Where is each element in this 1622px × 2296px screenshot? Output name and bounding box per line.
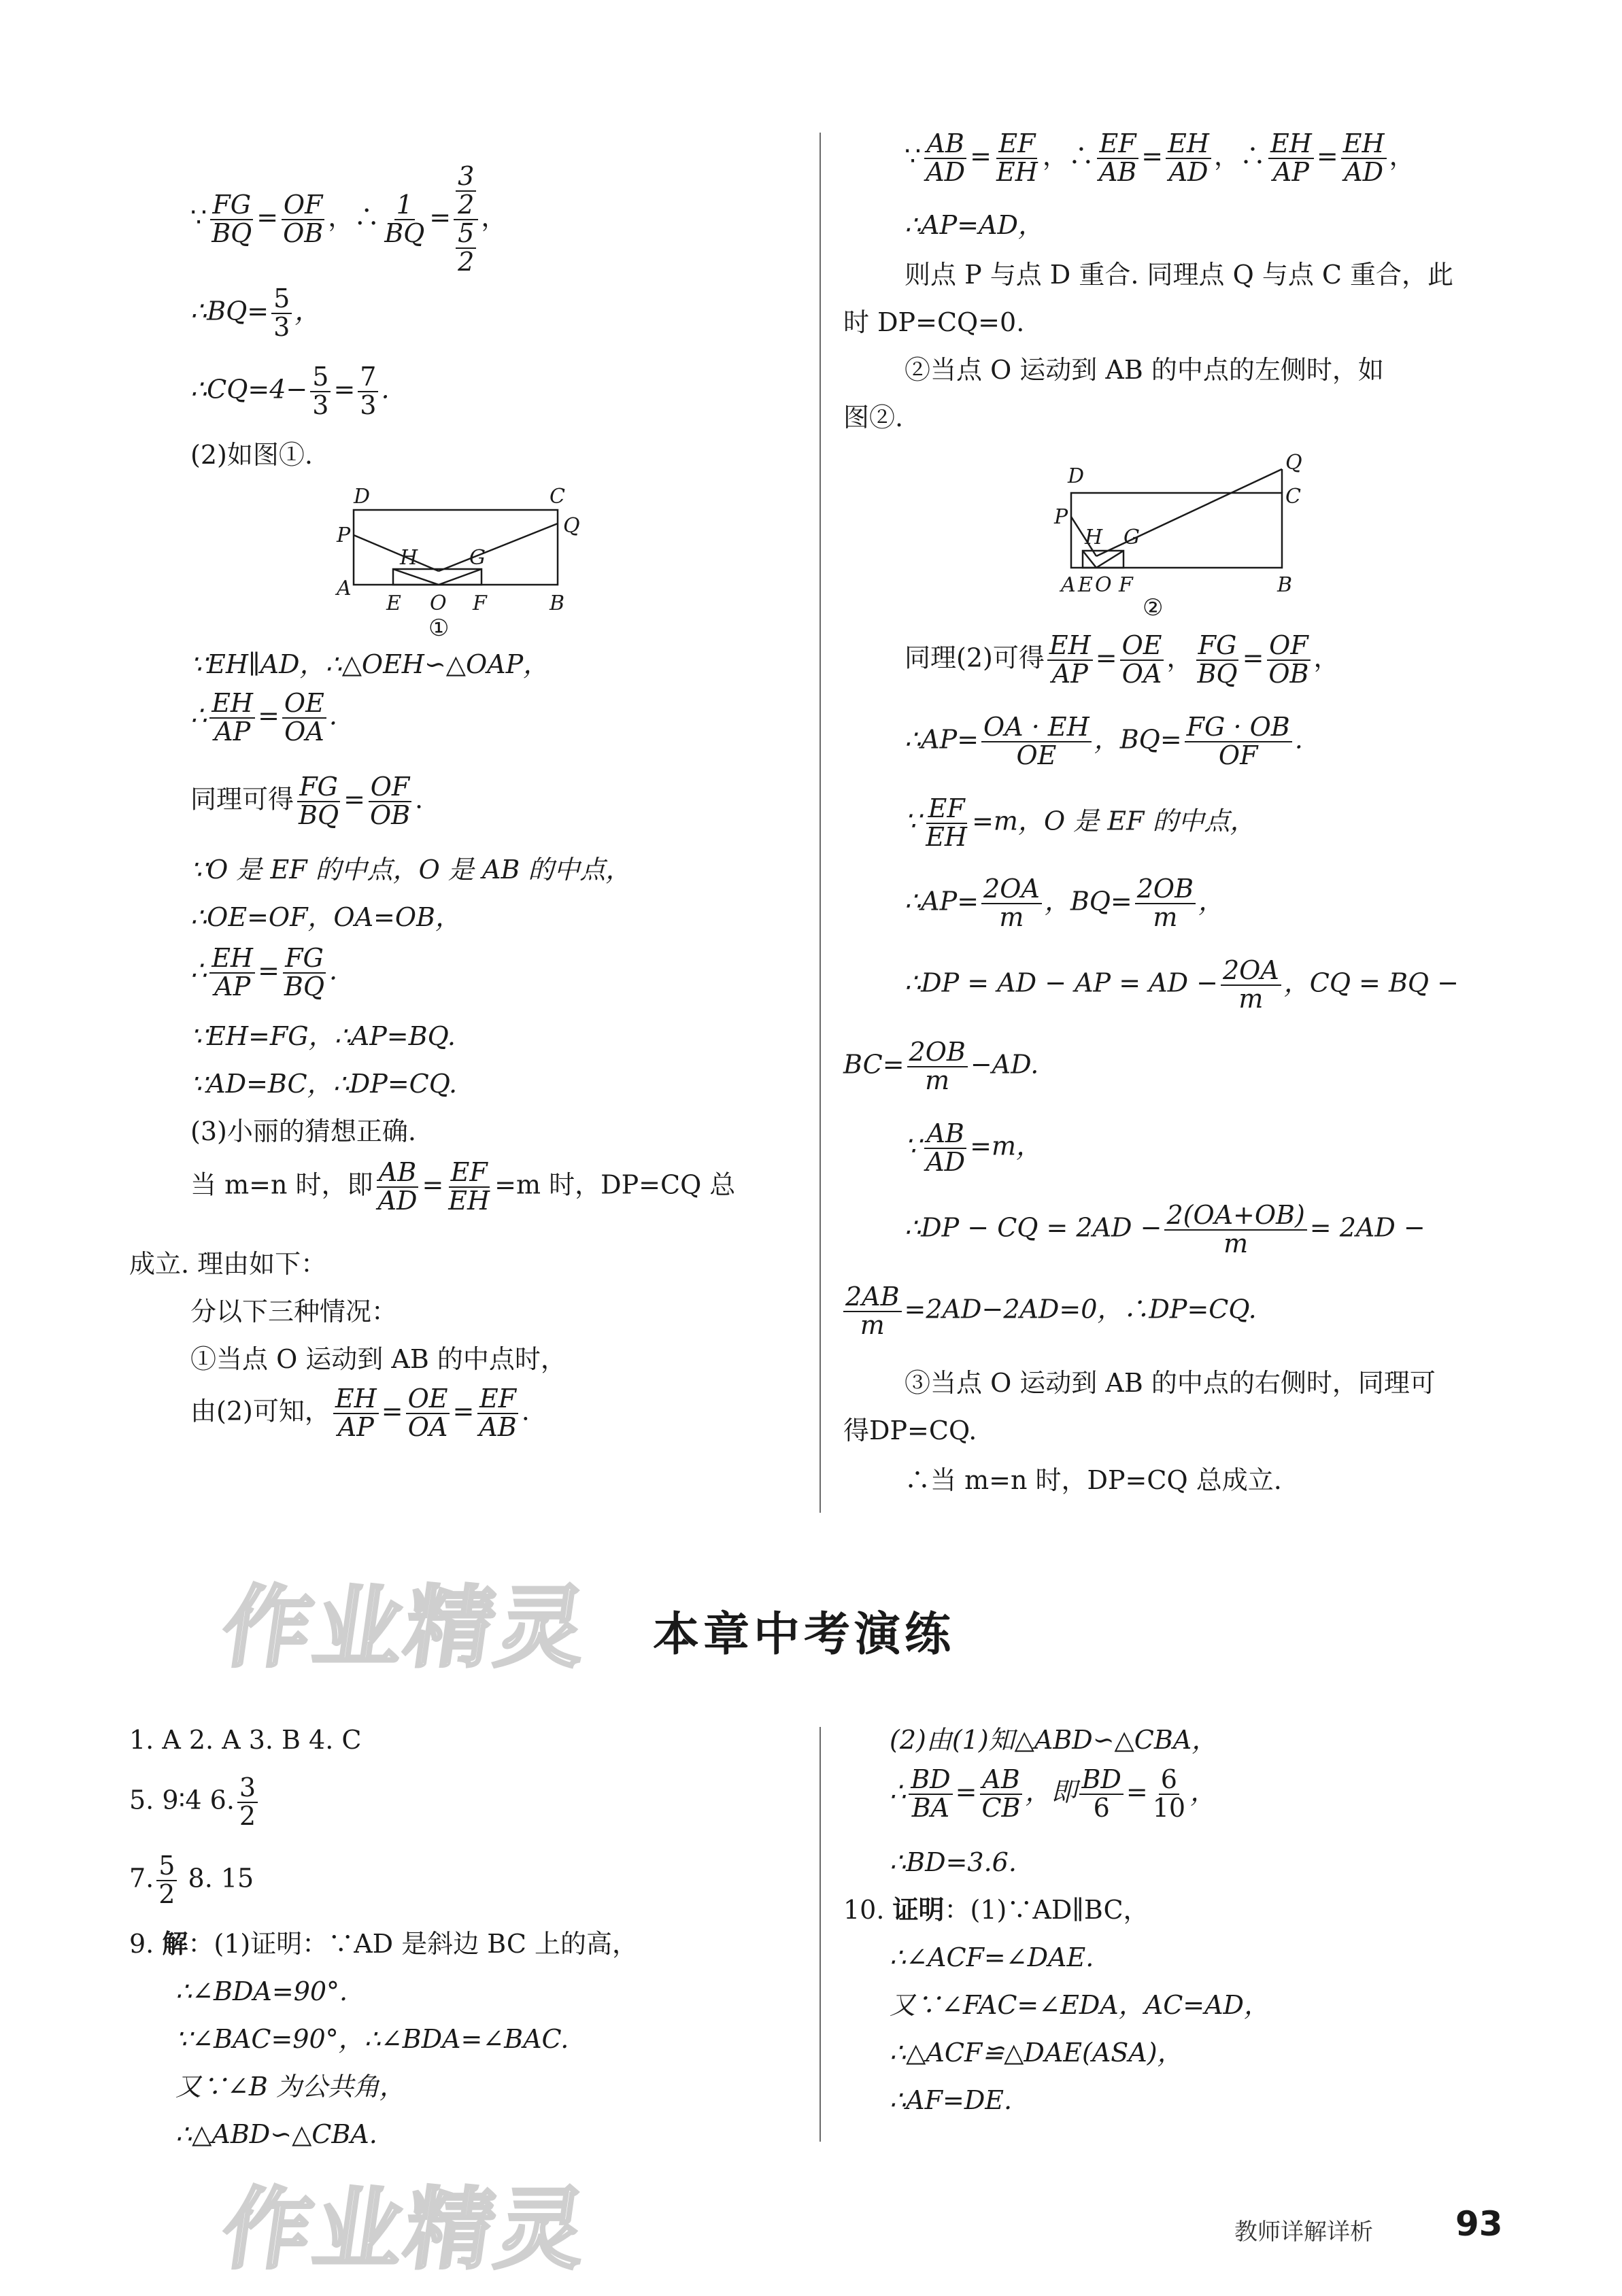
answer-10-step4: ∴AF=DE. bbox=[890, 2085, 1013, 2115]
case-2-cont: 图②. bbox=[843, 402, 904, 432]
fraction: $\frac{FG}{BQ}$ bbox=[212, 189, 252, 248]
label-B: B bbox=[550, 592, 565, 615]
step-eh-fg: ∴ $\frac{EH}{AP}$ = $\frac{FG}{BQ}$ . bbox=[190, 943, 338, 1001]
answers-5-6: 5. 9∶4 6. $\frac{3}{2}$ bbox=[129, 1775, 260, 1830]
step-ab-ad-m: ∵ $\frac{AB}{AD}$ =m， bbox=[905, 1118, 1042, 1177]
step-midpoints: ∵O 是 EF 的中点，O 是 AB 的中点， bbox=[190, 855, 632, 885]
answer-10-step1: ∴∠ACF=∠DAE. bbox=[890, 1942, 1094, 1972]
step-condition: 当 m=n 时，即 $\frac{AB}{AD}$ = $\frac{EF}{EH}$ =m 时，DP=CQ 总 bbox=[190, 1157, 736, 1216]
step-cq-value: ∴CQ=4− $\frac{5}{3}$ = $\frac{7}{3}$ . bbox=[190, 362, 390, 420]
watermark-top: 作业精灵 bbox=[216, 1576, 596, 1679]
label-D: D bbox=[354, 486, 371, 509]
conclusion: ∴当 m=n 时，DP=CQ 总成立. bbox=[905, 1465, 1282, 1495]
section-title: 本章中考演练 bbox=[653, 1608, 956, 1662]
label-C: C bbox=[550, 486, 565, 509]
case-3: ③当点 O 运动到 AB 的中点的右侧时，同理可 bbox=[905, 1368, 1436, 1398]
page-number: 93 bbox=[1455, 2204, 1503, 2244]
label-P: P bbox=[337, 524, 351, 547]
answer-9-step2: ∵∠BAC=90°，∴∠BDA=∠BAC. bbox=[175, 2024, 569, 2054]
step-similarly: 同理可得 $\frac{FG}{BQ}$ = $\frac{OF}{OB}$ . bbox=[190, 772, 424, 830]
step-reason: 成立. 理由如下： bbox=[129, 1249, 327, 1279]
answer-9-heading: 9. 解：(1)证明：∵AD 是斜边 BC 上的高， bbox=[129, 1929, 639, 1959]
step-ef-eh-m: ∵ $\frac{EF}{EH}$ =m，O 是 EF 的中点， bbox=[905, 793, 1256, 852]
step-coincide: 则点 P 与点 D 重合. 同理点 Q 与点 C 重合，此 bbox=[905, 260, 1454, 290]
step-ap-2oa: ∴AP= $\frac{2OA}{m}$ ，BQ= $\frac{2OB}{m}$ ， bbox=[905, 874, 1225, 932]
answer-9-ratio: ∴ $\frac{BD}{BA}$ = $\frac{AB}{CB}$ ，即 $\frac{BD}{6}$ = $\frac{6}{10}$ ， bbox=[890, 1764, 1217, 1823]
label-P: P bbox=[1054, 505, 1068, 529]
step-bc-expr: BC= $\frac{2OB}{m}$ −AD. bbox=[843, 1037, 1039, 1095]
answer-10-step2: 又∵∠FAC=∠EDA，AC=AD， bbox=[890, 1990, 1270, 2020]
answers-7-8: 7. $\frac{5}{2}$ 8. 15 bbox=[129, 1851, 254, 1909]
complex-fraction: $\frac{\frac{3}{2}}{\frac{5}{2}}$ bbox=[454, 163, 478, 276]
step-similar-2: 同理(2)可得 $\frac{EH}{AP}$ = $\frac{OE}{OA}$ ， $\frac{FG}{BQ}$ = $\frac{OF}{OB}$ ， bbox=[905, 630, 1340, 689]
answer-9-step1: ∴∠BDA=90°. bbox=[175, 1976, 348, 2006]
label-D: D bbox=[1068, 464, 1085, 488]
part2-heading: (2)如图①. bbox=[190, 440, 313, 470]
step-dp-cq: ∵AD=BC，∴DP=CQ. bbox=[190, 1069, 458, 1099]
label-A: A bbox=[1061, 573, 1076, 597]
answer-9-step3: 又∵∠B 为公共角， bbox=[175, 2072, 405, 2102]
step-ratio-chain: ∵ $\frac{AB}{AD}$ = $\frac{EF}{EH}$ ，∴ $\frac{EF}{AB}$ = $\frac{EH}{AD}$ ，∴ $\frac{EH}{AP}$ = $\frac{EH}{AD}$ ， bbox=[905, 128, 1415, 187]
step-ap-ad: ∴AP=AD， bbox=[905, 210, 1044, 240]
label-G: G bbox=[469, 546, 486, 570]
step-equal-segments: ∴OE=OF，OA=OB， bbox=[190, 902, 461, 932]
case-1: ①当点 O 运动到 AB 的中点时， bbox=[190, 1344, 567, 1374]
step-dp-minus-cq: ∴DP − CQ = 2AD − $\frac{2(OA+OB)}{m}$ = 2AD − bbox=[905, 1200, 1425, 1258]
label-E: E bbox=[1078, 573, 1093, 597]
step-ap-bq: ∵EH=FG，∴AP=BQ. bbox=[190, 1021, 456, 1051]
answer-9-bd: ∴BD=3.6. bbox=[890, 1847, 1017, 1877]
label-F: F bbox=[473, 592, 487, 615]
step-fg-over-bq: ∵ $\frac{FG}{BQ}$ = $\frac{OF}{OB}$ ，∴ $\frac{1}{BQ}$ = $\frac{\frac{3}{2}}{\frac{5}{2}}$ ， bbox=[190, 161, 507, 277]
case-2: ②当点 O 运动到 AB 的中点的左侧时，如 bbox=[905, 355, 1384, 385]
step-zero: 时 DP=CQ=0. bbox=[843, 307, 1025, 337]
answer-9-part2: (2)由(1)知△ABD∽△CBA， bbox=[890, 1725, 1218, 1755]
label-Q: Q bbox=[1285, 451, 1302, 475]
label-Q: Q bbox=[563, 514, 580, 538]
label-F: F bbox=[1119, 573, 1133, 597]
step-result-zero: $\frac{2AB}{m}$ =2AD−2AD=0，∴DP=CQ. bbox=[843, 1284, 1257, 1339]
step-bq-value: ∴BQ= $\frac{5}{3}$ ， bbox=[190, 284, 321, 342]
label-O: O bbox=[430, 592, 447, 615]
label-E: E bbox=[386, 592, 401, 615]
part3-heading: (3)小丽的猜想正确. bbox=[190, 1116, 416, 1146]
answer-9-step4: ∴△ABD∽△CBA. bbox=[175, 2119, 377, 2149]
column-divider-top bbox=[820, 133, 821, 1513]
label-H: H bbox=[400, 546, 418, 570]
step-eh-ap: ∴ $\frac{EH}{AP}$ = $\frac{OE}{OA}$ . bbox=[190, 688, 337, 747]
column-divider-bottom bbox=[820, 1727, 821, 2142]
figure-caption: ① bbox=[428, 615, 450, 642]
label-O: O bbox=[1095, 573, 1112, 597]
figure-caption: ② bbox=[1143, 594, 1164, 619]
step-cases: 分以下三种情况： bbox=[190, 1297, 398, 1326]
figure-1-rectangle bbox=[333, 486, 714, 642]
case-3-cont: 得DP=CQ. bbox=[843, 1416, 977, 1445]
answer-10-step3: ∴△ACF≌△DAE(ASA)， bbox=[890, 2038, 1183, 2068]
figure-2-rectangle bbox=[1047, 442, 1428, 619]
label-H: H bbox=[1085, 526, 1103, 549]
fraction: $\frac{1}{BQ}$ bbox=[384, 189, 425, 248]
answers-1-4: 1. A 2. A 3. B 4. C bbox=[129, 1725, 362, 1755]
step-from-2: 由(2)可知， $\frac{EH}{AP}$ = $\frac{OE}{OA}$ = $\frac{EF}{AB}$ . bbox=[190, 1384, 530, 1442]
label-B: B bbox=[1277, 573, 1293, 597]
label-G: G bbox=[1123, 526, 1140, 549]
step-parallel: ∵EH∥AD，∴△OEH∽△OAP， bbox=[190, 649, 550, 679]
step-ap-bq-expr: ∴AP= $\frac{OA \cdot EH}{OE}$ ，BQ= $\frac{FG \cdot OB}{OF}$ . bbox=[905, 712, 1303, 770]
step-dp-expr: ∴DP = AD − AP = AD − $\frac{2OA}{m}$ ，CQ = BQ − bbox=[905, 955, 1459, 1014]
label-A: A bbox=[337, 577, 352, 600]
answer-10-heading: 10. 证明：(1)∵AD∥BC， bbox=[843, 1895, 1149, 1925]
watermark-bottom: 作业精灵 bbox=[216, 2178, 596, 2281]
label-C: C bbox=[1285, 485, 1301, 509]
footer-label: 教师详解详析 bbox=[1234, 2218, 1373, 2246]
fraction: $\frac{OF}{OB}$ bbox=[281, 192, 325, 247]
